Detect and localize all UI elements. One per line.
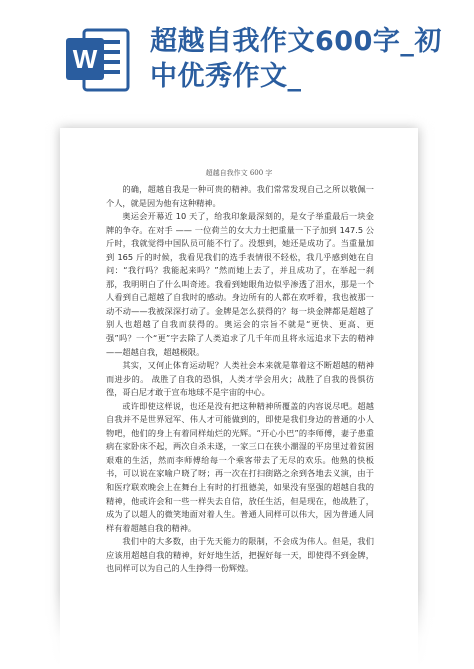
document-page (60, 128, 418, 669)
paragraph: 我们中的大多数，由于先天能力的限制，不会成为伟人。但是，我们应该用超越自我的精神，好好地生活，把握好每一天，即使得不到金牌，也同样可以为自己的人生挣得一份辉煌。 (106, 536, 374, 574)
paragraph: 奥运会开幕近 10 天了，给我印象最深刻的，是女子举重最后一块金牌的争夺。在对手 —— 一位荷兰的女大力士把重量一下子加到 147.5 公斤时，我就觉得中国队员可能不行了。没想到，她还是成功了。当重量加到 165 斤的时候，我看见我们的选手表情很不轻松，我几乎感到她在自问：“我行吗？我能起来吗？”然而她上去了，并且成功了，在举起一刹那，我明明白了什么叫奇迹。我看到她眼角边似乎渗透了泪水，那是一个人看到自己超越了自我时的感动。身边所有的人都在欢呼着，我也被那一动不动——我被深深打动了。金牌是怎么获得的？每一块金牌都是超越了别人也超越了自我而获得的。奥运会的宗旨不就是“更快、更高、更强”吗？一个“更”字去除了人类追求了几千年而且将永远追求下去的精神——超越自我，超越极限。 (106, 211, 374, 357)
paragraph: 其实，又何止体育运动呢？人类社会本来就是靠着这不断超越的精神而进步的。 战胜了自我的恐惧，人类才学会用火；战胜了自我的畏惧彷徨，哥白尼才敢于宣布地球不是宇宙的中心。 (106, 360, 374, 398)
word-document-icon (62, 24, 134, 96)
bottom-fade (0, 590, 474, 669)
paragraph: 的确，超越自我是一种可贵的精神。我们常常发现自己之所以敬佩一个人，就是因为他有这种精神。 (106, 184, 374, 208)
word-icon-letter: W (72, 44, 98, 74)
title-banner (0, 0, 474, 120)
document-body (106, 183, 374, 576)
document-header: 超越自我作文 600 字 (205, 169, 273, 177)
paragraph: 或许即使这样说，也还是没有把这种精神所覆盖的内容说尽吧。超越自我并不是世界冠军、伟人才可能做到的，即使是我们身边的普通的小人物吧，他们的身上有着同样灿烂的光辉。“开心小巴”的李师傅，妻子患重病在家卧床不起，两次自杀未遂，一家三口在狭小潮湿的平房里过着贫困艰难的生活，然而李师傅给每一个乘客带去了无尽的欢乐。他熟的快板书，可以说在家喻户晓了呀；再一次在打扫街路之余到各地去义演，由于和医疗联欢晚会上在舞台上有时的打扭德美，如果没有坚强的超越自我的精神，他或许会和一些一样失去自信，放任生活，但是现在，他战胜了，成为了以超人的微笑地面对着人生。普通人同样可以伟大，因为普通人同样有着超越自我的精神。 (106, 400, 374, 533)
page-title: 超越自我作文600字_初中优秀作文_ (150, 26, 442, 92)
